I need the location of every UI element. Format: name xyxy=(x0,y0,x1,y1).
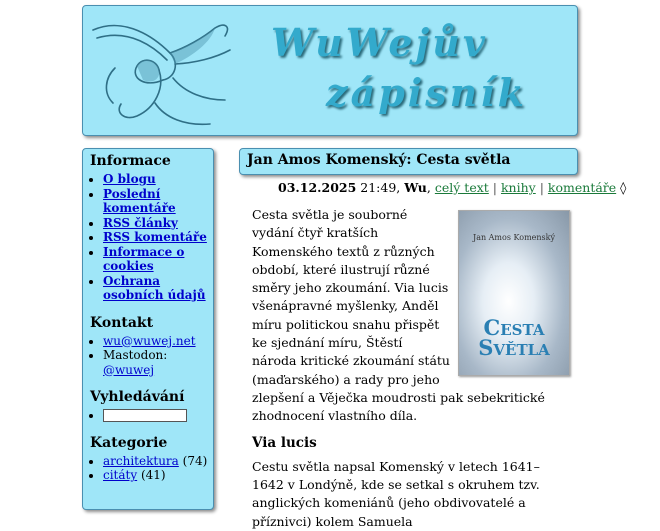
list-item xyxy=(103,408,213,423)
article-subheading: Via lucis xyxy=(252,434,317,451)
meta-comma: , xyxy=(426,180,431,195)
search-list xyxy=(83,408,213,423)
list-item xyxy=(103,187,213,216)
article-paragraph: Cestu světla napsal Komenský v letech 1641–1642 v Londýně, kde se setkal s okruhem tzv. anglických komeniánů (jeho obdivovatelé a příznivci) kolem Samuela xyxy=(252,458,540,529)
article-paragraph: Cesta světla je souborné vydání čtyř kratších Komenského textů z různých období, které ilustrují různé směry jeho zkoumání. Via lucis všenápravné myšlenky, Anděl míru politickou snahu přispět ke sjednání míru, Štěstí národa kritické zkoumání státu (maďarského) a rady pro jeho zlepšení a Věječka moudrosti pak sebekritické zhodnocení vlastního díla. xyxy=(252,207,545,424)
list-item xyxy=(103,348,213,377)
article-title: Jan Amos Komenský: Cesta světla xyxy=(247,152,511,168)
comments-link[interactable]: komentáře xyxy=(547,180,617,195)
category-link-architektura[interactable]: architektura xyxy=(103,453,179,468)
list-item xyxy=(103,468,213,483)
sidebar-link-about[interactable]: O blogu xyxy=(103,172,156,186)
sidebar-link-cookies[interactable]: Informace o cookies xyxy=(103,244,185,273)
categories-list xyxy=(83,454,213,483)
categories-heading: Kategorie xyxy=(90,434,168,451)
category-count: (74) xyxy=(182,453,208,468)
list-item xyxy=(103,230,213,245)
meta-separator: | xyxy=(492,180,497,195)
sidebar xyxy=(82,148,214,510)
cover-title-line1: Cesta xyxy=(483,315,545,340)
article-body xyxy=(252,206,570,531)
sidebar-link-rss-articles[interactable]: RSS články xyxy=(103,215,178,230)
article-author: Wu xyxy=(404,180,427,195)
site-title[interactable] xyxy=(271,18,571,118)
cover-author: Jan Amos Komenský xyxy=(472,233,556,242)
contact-email-link[interactable]: wu@wuwej.net xyxy=(103,333,196,348)
list-item xyxy=(103,245,213,274)
mastodon-link[interactable]: @wuwej xyxy=(103,362,155,377)
logo-icon[interactable] xyxy=(85,8,235,133)
search-heading: Vyhledávání xyxy=(90,389,185,405)
article-time: 21:49, xyxy=(360,180,401,195)
site-title-line2[interactable]: zápisník xyxy=(326,70,527,115)
site-header xyxy=(82,5,578,136)
category-link-citaty[interactable]: citáty xyxy=(103,468,138,482)
sidebar-link-recent-comments[interactable]: Poslední komentáře xyxy=(103,186,176,215)
book-cover-image xyxy=(458,210,570,376)
contact-list xyxy=(83,334,213,378)
article-date: 03.12.2025 xyxy=(278,180,357,195)
books-category-link[interactable]: knihy xyxy=(500,180,536,195)
info-list xyxy=(83,172,213,303)
cover-title-line2: Světla xyxy=(478,335,550,360)
permalink-icon[interactable]: ◊ xyxy=(620,180,627,195)
list-item xyxy=(103,216,213,231)
list-item xyxy=(103,172,213,187)
info-heading: Informace xyxy=(90,153,171,169)
meta-separator: | xyxy=(539,180,544,195)
mastodon-label: Mastodon: xyxy=(103,348,168,362)
article-meta xyxy=(278,180,627,195)
list-item xyxy=(103,274,213,303)
sidebar-link-rss-comments[interactable]: RSS komentáře xyxy=(103,230,207,244)
sidebar-link-privacy[interactable]: Ochrana osobních údajů xyxy=(103,273,206,302)
site-title-line1[interactable]: WuWejův xyxy=(271,20,488,65)
list-item xyxy=(103,334,213,349)
article-title-bar xyxy=(239,148,578,175)
search-input[interactable] xyxy=(103,409,187,422)
full-text-link[interactable]: celý text xyxy=(434,180,489,195)
contact-heading: Kontakt xyxy=(90,314,154,331)
list-item xyxy=(103,454,213,469)
category-count: (41) xyxy=(140,468,166,482)
